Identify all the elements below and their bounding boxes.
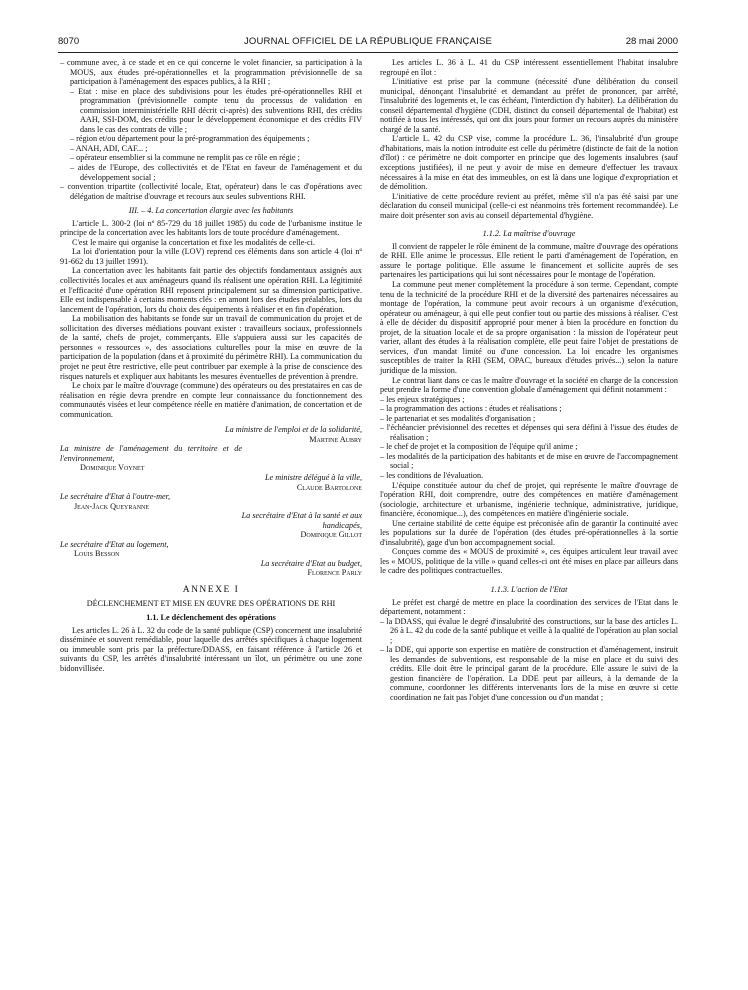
- signatory-function: La ministre de l'emploi et de la solidarité,: [225, 425, 362, 435]
- signatory-name: Jean-Jack Queyranne: [74, 501, 150, 511]
- paragraph: La mobilisation des habitants se fonde sur un travail de communication du projet et de sollicitation des diverses médiations pouvant exister : travailleurs sociaux, professionnels de la santé, chefs de projet, commerçants. Elle s'appuiera aussi sur les capacités de personnes « ressources », des associations culturelles pour la mise en œuvre de la participation de la population (dans et à proximité du périmètre RHI). La communication du projet ne peut être restrictive, elle peut contribuer par exemple à la prise de conscience des risques naturels et expliquer aux habitants les mesures éventuelles de prévention à prendre.: [60, 314, 362, 381]
- list-b: [380, 395, 678, 481]
- signatory-function: Le secrétaire d'Etat à l'outre-mer,: [60, 492, 170, 502]
- annexe-subtitle: DÉCLENCHEMENT ET MISE EN ŒUVRE DES OPÉRATIONS DE RHI: [86, 598, 336, 608]
- paragraph: Conçues comme des « MOUS de proximité », ces équipes articulent leur travail avec les « MOUS, politique de la ville » quand celles-ci ont été mises en place par ailleurs dans le cadre des politiques contractuelles.: [380, 547, 678, 576]
- section-heading: III. – 4. La concertation élargie avec les habitants: [128, 206, 294, 216]
- signatory-function: Le ministre délégué à la ville,: [264, 472, 362, 482]
- signature-block: [60, 473, 362, 492]
- list-item: – commune avec, à ce stade et en ce qui concerne le volet financier, sa participation à la MOUS, aux études pré-opérationnelles et la programmation prévisionnelle de sa participation à l'aménagement des espaces publics, à la RHI ;: [60, 58, 362, 87]
- list-item: – Etat : mise en place des subdivisions pour les études pré-opérationnelles RHI et programmation (prévisionnelle compte tenu du processus de validation en commission interministérielle RHI décrit ci-après) des subventions RHI, des crédits AAH, SSI-DOM, des crédits pour le développement économique et des crédits FIV dans le cas des contrats de ville ;: [70, 86, 362, 134]
- list-item: – la DDASS, qui évalue le degré d'insalubrité des constructions, sur la base des articles L. 26 à L. 42 du code de la santé publique et veille à la qualité de l'opération au plan social ;: [380, 616, 678, 645]
- list-item: – aides de l'Europe, des collectivités et de l'Etat en faveur de l'aménagement et du développement social ;: [70, 163, 362, 182]
- signature-block: [60, 511, 362, 540]
- signatory-name: Dominique Gillot: [300, 530, 362, 540]
- signatory-name: Florence Parly: [307, 568, 362, 578]
- section-heading: 1.1.3. L'action de l'Etat: [490, 584, 568, 594]
- paragraph: Une certaine stabilité de cette équipe est préconisée afin de garantir la continuité avec les populations sur la durée de l'opération (des études pré-opérationnelles à la sortie d'insalubrité), gage d'un bon accompagnement social.: [380, 518, 678, 547]
- signature-block: [60, 540, 362, 559]
- issue-date: 28 mai 2000: [625, 36, 678, 47]
- list-item: – ANAH, ADI, CAF... ;: [70, 143, 148, 153]
- signatory-name: Martine Aubry: [309, 434, 362, 444]
- header-rule: [58, 52, 678, 53]
- paragraph: La loi d'orientation pour la ville (LOV) reprend ces éléments dans son article 4 (loi nº 91-662 du 13 juillet 1991).: [60, 247, 362, 266]
- list-top: [60, 58, 362, 201]
- list-item: – la programmation des actions : études et réalisations ;: [380, 404, 562, 414]
- paragraph: Le choix par le maître d'ouvrage (commune) des opérateurs ou des prestataires en cas de réalisation en régie devra prendre en compte leur connaissance du fonctionnement des communautés visées et leur compétence réelle en matière d'animation, de concertation et de communication.: [60, 381, 362, 419]
- list-item: – la DDE, qui apporte son expertise en matière de construction et d'aménagement, instruit les demandes de subventions, est responsable de la mise en place et du suivi des crédits. Elle doit être le principal garant de la procédure. Elle assure le suivi de la gestion financière de l'opération. La DDE peut par ailleurs, à la demande de la commune, coordonner les différents intervenants lors de la mise en œuvre si cette coordination ne fait pas l'objet d'une concession ou d'un mandat ;: [380, 645, 678, 702]
- list-item: – les conditions de l'évaluation.: [380, 470, 484, 480]
- journal-title: JOURNAL OFFICIEL DE LA RÉPUBLIQUE FRANÇAISE: [243, 36, 493, 47]
- signature-block: [60, 425, 362, 444]
- signatory-name: Louis Besson: [74, 549, 120, 559]
- paragraph: Il convient de rappeler le rôle éminent de la commune, maître d'ouvrage des opérations de RHI. Elle anime le processus. Elle retient le parti d'aménagement de l'opération, en assure le portage politique. Elle assume le financement et sollicite auprès de ses partenaires les participations qui lui sont nécessaires pour le montage de l'opération.: [380, 241, 678, 280]
- signatures: [60, 425, 362, 578]
- signatory-function: Le secrétaire d'Etat au logement,: [60, 539, 169, 549]
- paragraph: La commune peut mener complètement la procédure à son terme. Cependant, compte tenu de la technicité de la procédure RHI et de la diversité des partenaires nécessaires au montage de l'opération, la commune peut avoir recours à un organisme d'exécution, opérateur ou aménageur, à qui elle peut confier tout ou partie des missions à réaliser. C'est à elle de décider du dispositif approprié pour mener à bien la procédure en fonction du projet, de la situation locale et de sa propre organisation : la mission de l'opérateur peut varier, allant des études à la réalisation complète, elle peut faire l'objet de prestations de services, d'un mandat limité ou d'une concession. La loi encadre les organismes susceptibles de traiter la RHI (SEM, OPAC, bureaux d'études privés...) selon la nature juridique de la mission.: [380, 280, 678, 375]
- list-item: – l'échéancier prévisionnel des recettes et dépenses qui sera défini à l'issue des études de réalisation ;: [380, 423, 678, 442]
- paragraph: Le préfet est chargé de mettre en place la coordination des services de l'Etat dans le département, notamment :: [380, 597, 678, 617]
- annexe-title: ANNEXE I: [182, 584, 240, 595]
- left-column: [60, 58, 362, 673]
- page-header: [58, 36, 678, 50]
- list-item: – les modalités de la participation des habitants et de mise en œuvre de l'accompagnement social ;: [380, 451, 678, 471]
- list-item: – les enjeux stratégiques ;: [380, 394, 465, 404]
- paragraph: Les articles L. 26 à L. 32 du code de la santé publique (CSP) concernent une insalubrité disséminée et souvent remédiable, pour laquelle des arrêtés spécifiques à chaque logement ou immeuble sont pris par la préfecture/DDASS, en faisant référence à l'article 26 et suivants du CSP, les arrêtés d'insalubrité intéressant un îlot, un périmètre ou une zone bidonvillisée.: [60, 625, 362, 673]
- signatory-function: La ministre de l'aménagement du territoire et de l'environnement,: [60, 444, 242, 463]
- signature-block: [60, 559, 362, 578]
- paragraph: L'initiative de cette procédure revient au préfet, même s'il n'a pas été saisi par une déclaration du conseil municipal (celle-ci est néanmoins très fortement recommandée). Le maire doit présenter son avis au conseil départemental d'hygiène.: [380, 191, 678, 220]
- signature-block: [60, 444, 362, 473]
- signature-block: [60, 492, 362, 511]
- section-heading: 1.1. Le déclenchement des opérations: [146, 613, 276, 623]
- paragraph: L'équipe constituée autour du chef de projet, qui représente le maître d'ouvrage de l'opération RHI, doit comprendre, outre des compétences en matière d'aménagement (sociologie, architecture et urbanisme, ingénierie technique, administrative, juridique, financière, économique...), des compétences en matière d'ingénierie sociale.: [380, 480, 678, 519]
- section-heading: 1.1.2. La maîtrise d'ouvrage: [482, 229, 576, 239]
- paragraph: L'article L. 42 du CSP vise, comme la procédure L. 36, l'insalubrité d'un groupe d'habitations, mais la notion introduite est celle du périmètre (distincte de fait de la notion d'îlot) : ce périmètre ne doit comporter en principe que des logements insalubres (sauf exceptions justifiées), il ne peut y avoir de mise en demeure d'effectuer les travaux nécessaires à la mise en état des immeubles, on est là dans une logique d'expropriation et de démolition.: [380, 134, 678, 192]
- right-column: [380, 58, 678, 703]
- list-item: – convention tripartite (collectivité locale, Etat, opérateur) dans le cas d'opérations avec délégation de maîtrise d'ouvrage et recours aux seules subventions RHI.: [60, 182, 362, 201]
- paragraph: Les articles L. 36 à L. 41 du CSP intéressent essentiellement l'habitat insalubre regroupé en îlot :: [380, 58, 678, 77]
- paragraph: Le contrat liant dans ce cas le maître d'ouvrage et la société en charge de la concession peut prendre la forme d'une convention globale d'aménagement qui définit notamment :: [380, 375, 678, 395]
- signatory-function: La secrétaire d'Etat au budget,: [260, 558, 362, 568]
- list-item: – le partenariat et ses modalités d'organisation ;: [380, 413, 536, 423]
- signatory-function: La secrétaire d'Etat à la santé et aux handicapés,: [241, 511, 362, 530]
- signatory-name: Dominique Voynet: [80, 463, 145, 473]
- paragraph: La concertation avec les habitants fait partie des objectifs fondamentaux assignés aux collectivités locales et aux aménageurs quand ils réalisent une opération RHI. La légitimité et l'efficacité d'une opération RHI reposent principalement sur sa dimension participative. Elle est indispensable à certains moments clés : en amont lors des études préalables, lors du lancement de l'opération, lors du choix des équipements à réaliser et en fin d'opération.: [60, 266, 362, 314]
- signatory-name: Claude Bartolone: [296, 482, 362, 492]
- paragraph: C'est le maire qui organise la concertation et fixe les modalités de celle-ci.: [72, 237, 315, 247]
- paragraph: L'initiative est prise par la commune (nécessité d'une délibération du conseil municipal, dénonçant l'insalubrité et demandant au préfet de prononcer, par arrêté, l'insalubrité des logements et, le cas échéant, l'interdiction d'y habiter). La délibération du conseil départemental d'hygiène (CDH, distinct du conseil départemental de l'habitat) est notifiée à tous les intéressés, qui ont dix jours pour former un recours auprès du ministère chargé de la santé.: [380, 77, 678, 134]
- paragraph: L'article L. 300-2 (loi nº 85-729 du 18 juillet 1985) du code de l'urbanisme institue le principe de la concertation avec les habitants lors de toute procédure d'aménagement.: [60, 218, 362, 238]
- page-number: 8070: [58, 36, 80, 47]
- list-item: – région et/ou département pour la pré-programmation des équipements ;: [70, 134, 310, 144]
- list-item: – le chef de projet et la composition de l'équipe qu'il anime ;: [380, 442, 578, 452]
- list-item: – opérateur ensemblier si la commune ne remplit pas ce rôle en régie ;: [70, 153, 300, 163]
